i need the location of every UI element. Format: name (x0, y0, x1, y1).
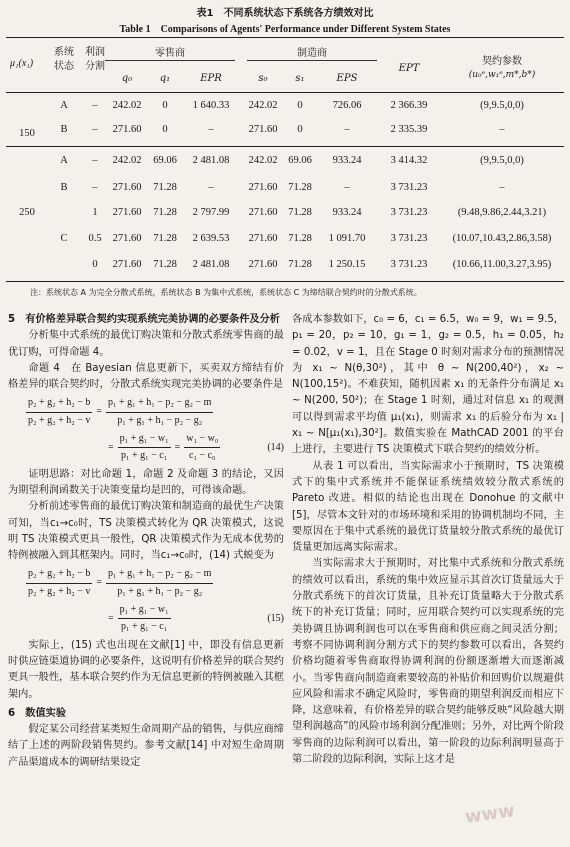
table-top-rule (6, 37, 564, 38)
cell-contract: (10.66,11.00,3.27,3.95) (452, 259, 552, 270)
para-proof: 证明思路：对比命题 1，命题 2 及命题 3 的结论，又因为期望利润函数关于决策变量均是凹的，可得该命题。 (8, 468, 284, 496)
cell-contract: (9,9.5,0,0) (480, 100, 524, 111)
eq15-frac-a: $\frac{\text{p₂ + g₂ + h₂ − b}}{\text{p₂ + g₂ + h₂ − v}}$ (28, 568, 91, 597)
header-profit-split: 利润 分割 (85, 47, 105, 72)
cell-split: – (92, 182, 98, 193)
cell-q0: 271.60 (112, 207, 142, 218)
section-5-title: 5 有价格差异联合契约实现系统完美协调的必要条件及分析 (8, 314, 280, 325)
cell-s1: 69.06 (288, 155, 312, 166)
cell-s1: 71.28 (288, 259, 312, 270)
cell-ept: 3 731.23 (390, 233, 428, 244)
cell-contract: (9.48,9.86,2.44,3.21) (457, 207, 547, 218)
cell-s1: 0 (297, 124, 303, 135)
eq14-frac-d: $\frac{\text{w₁ − w₀}}{\text{c₁ − c₀}}$ (186, 433, 219, 462)
section-6-title: 6 数值实验 (8, 707, 67, 719)
cell-q0: 271.60 (112, 259, 142, 270)
cell-s1: 71.28 (288, 207, 312, 218)
para-5-1: 分析集中式系统的最优订购决策和分散式系统零售商的最优订购，可得命题 4。 (8, 330, 284, 358)
para-prop4: 命题 4 在 Bayesian 信息更新下，买卖双方缔结有价格差异的联合契约时，分散式系统实现完美协调的必要条件是 (8, 362, 284, 391)
header-ept: EPT (398, 63, 420, 74)
cell-q0: 271.60 (112, 182, 142, 193)
cell-ept: 2 366.39 (390, 100, 428, 111)
cell-s0: 271.60 (248, 124, 278, 135)
cell-q0: 271.60 (112, 124, 142, 135)
cell-q0: 242.02 (112, 100, 142, 111)
cell-state: A (60, 155, 68, 166)
cell-s0: 242.02 (248, 100, 278, 111)
header-contract: 契约参数 (482, 56, 522, 67)
cell-s1: 71.28 (288, 233, 312, 244)
eq15-frac-b: $\frac{\text{p₁ + g₁ + h₁ − p₂ − g₂ − m}}{\text{p₁ + g₁ + h₁ − p₂ − g₂}}$ (108, 568, 212, 597)
cell-ept: 3 414.32 (390, 155, 428, 166)
header-q1: q₁ (159, 73, 171, 84)
header-manufacturer: 制造商 (297, 48, 327, 59)
retailer-group-rule (105, 60, 235, 61)
cell-q0: 242.02 (112, 155, 142, 166)
cell-state: B (60, 182, 68, 193)
cell-q1: 0 (162, 124, 168, 135)
eq14-frac-a: $\frac{\text{p₂ + g₂ + h₂ − b}}{\text{p₂ + g₂ + h₂ − v}}$ (28, 397, 91, 426)
header-mu: μ₁(x₁) (10, 58, 34, 69)
cell-split: – (92, 124, 98, 135)
eq14-frac-c: $\frac{\text{p₁ + g₁ − w₁}}{\text{p₁ + g₁ − c₁}}$ (119, 433, 169, 462)
para-low-demand: 从表 1 可以看出，当实际需求小于预期时，TS 决策模式下的集中式系统并不能保证系统绩效较分散式系统的 Pareto 改进。相似的结论也出现在 Donohue 的文献中[5]，尽管本文针对的市场环境和采用的协调机制均不同，主要原因在于集中式系统的最优订货量较分散式系统的最优订货量更加远离实际需求。 (292, 460, 564, 554)
cell-epr: 2 797.99 (192, 207, 230, 218)
header-q0: q₀ (121, 73, 133, 84)
equation-14: $\frac{\text{p₂ + g₂ + h₂ − b}}{\text{p₂ + g₂ + h₂ − v}}$ = $\frac{\text{p₁ + g₁ + h₁ − p₂ − g₂ − m}}{\text{p₁ + g₁ + h₁ − p₂ − g₂}}$ = $\frac{\text{p₁ + g₁ − w₁}}{\text{p₁ + g₁ − c₁}}$ = $\frac{\text{w₁ − w₀}}{\text{c₁ − c₀}}$ (14) (8, 395, 284, 464)
cell-split: – (92, 155, 98, 166)
para-high-demand: 当实际需求大于预期时，对比集中式系统和分散式系统的绩效可以看出，系统的集中效应显示其首次订货量远大于分散式系统下的首次订货量，且补充订货量略大于分散式系统下的补充订货量；同时，应用联合契约可以实现系统的完美协调且协调利润也可以在零售商和供应商之间灵活分割；考察不同协调利润分割方式下的契约参数可以看出，各契约价格均随着零售商取得协调利润的份额逐渐增大而逐渐减小。当零售商向制造商索要较高的补贴价和回购价以规避供应风险和需求不确定风险时，零售商的期望利润反而相应下降，这意味着，有价格差异的联合契约能够反映“风险越大期望利润越高”的风险市场利润分配准则；另外，对比两个阶段零售商的边际利润可以看出，第一阶段的边际利润明显高于第二阶段的边际利润，实际上这才是 (292, 558, 564, 766)
cell-eps: 933.24 (332, 207, 362, 218)
eq14-frac-b: $\frac{\text{p₁ + g₁ + h₁ − p₂ − g₂ − m}}{\text{p₁ + g₁ + h₁ − p₂ − g₂}}$ (108, 397, 212, 426)
right-column (292, 312, 564, 768)
header-epr: EPR (200, 73, 222, 84)
cell-q1: 71.28 (153, 233, 177, 244)
header-retailer: 零售商 (155, 48, 185, 59)
table-title-en: Table 1 Comparisons of Agents' Performance under Different System States (119, 24, 451, 35)
cell-epr: – (208, 124, 214, 135)
cell-eps: 1 091.70 (328, 233, 366, 244)
table-header-rule (6, 92, 564, 93)
para-params: 各成本参数如下，c₀ = 6，c₁ = 6.5，w₀ = 9，w₁ = 9.5，p₁ = 20，p₂ = 10，g₁ = 1，g₂ = 0.5，h₁ = 0.05，h₂ = 0.02，v = 1，且在 Stage 0 时刻对需求分布的预测情况为 x₁ ~ N(θ,30²)，其中 θ ~ N(200,40²)，x₂ ~ N(100,15²)。不难获知，随机因素 x₁ 的无条件分布满足 x₁ ~ N(200, 50²)；在 Stage 1 时刻，通过对信息 x₁ 的观测可以得到需求平均值 μ₁(x₁)，则需求 x₁ 的后验分布为 x₁ | x₁ ~ N[μ₁(x₁),30²]。数值实验在 MathCAD 2001 的平台上进行，主要进行 TS 决策模式下联合契约的绩效分析。 (292, 314, 564, 456)
cell-epr: 1 640.33 (192, 100, 230, 111)
header-s1: s₁ (295, 73, 305, 84)
header-state: 系统 状态 (54, 47, 74, 72)
cell-state: B (60, 124, 68, 135)
cell-ept: 3 731.23 (390, 182, 428, 193)
cell-q1: 69.06 (153, 155, 177, 166)
cell-state: C (60, 233, 68, 244)
cell-mu: 250 (19, 207, 35, 218)
cell-q1: 71.28 (153, 182, 177, 193)
cell-s0: 271.60 (248, 259, 278, 270)
watermark: www (463, 800, 517, 828)
cell-ept: 3 731.23 (390, 259, 428, 270)
cell-s0: 242.02 (248, 155, 278, 166)
cell-contract: (10.07,10.43,2.86,3.58) (452, 233, 552, 244)
cell-q1: 0 (162, 100, 168, 111)
eq15-frac-c: $\frac{\text{p₁ + g₁ − w₁}}{\text{p₁ + g₁ − c₁}}$ (119, 604, 169, 633)
cell-eps: 933.24 (332, 155, 362, 166)
cell-ept: 2 335.39 (390, 124, 428, 135)
cell-split: 0.5 (88, 233, 102, 244)
cell-contract: (9,9.5,0,0) (480, 155, 524, 166)
cell-eps: 1 250.15 (328, 259, 366, 270)
para-6-1: 假定某公司经营某类短生命周期产品的销售，与供应商缔结了上述的两阶段销售契约。参考文献[14] 中对短生命周期产品渠道成本的调研结果设定 (8, 724, 284, 768)
cell-epr: – (208, 182, 214, 193)
cell-split: 1 (92, 207, 98, 218)
left-column (8, 312, 284, 771)
cell-s0: 271.60 (248, 182, 278, 193)
cell-s0: 271.60 (248, 207, 278, 218)
cell-mu: 150 (19, 128, 35, 139)
cell-q1: 71.28 (153, 207, 177, 218)
table-title-cn: 表1 不同系统状态下系统各方绩效对比 (196, 8, 374, 19)
cell-q0: 271.60 (112, 233, 142, 244)
cell-eps: – (344, 182, 350, 193)
cell-contract: – (499, 124, 505, 135)
header-eps: EPS (336, 73, 358, 84)
cell-q1: 71.28 (153, 259, 177, 270)
table-mid-rule (6, 146, 564, 147)
para-literature: 实际上，(15) 式也出现在文献[1] 中，即没有信息更新时供应链渠道协调的必要条件，这说明有价格差异的联合契约更具一般性，基本联合契约作为无信息更新的特例被融入其框架内。 (8, 639, 284, 700)
cell-s1: 71.28 (288, 182, 312, 193)
table-note: 注：系统状态 A 为完全分散式系统，系统状态 B 为集中式系统，系统状态 C 为缔结联合契约时的分散式系统。 (30, 288, 422, 297)
cell-s0: 271.60 (248, 233, 278, 244)
cell-ept: 3 731.23 (390, 207, 428, 218)
cell-epr: 2 639.53 (192, 233, 230, 244)
equation-15: $\frac{\text{p₂ + g₂ + h₂ − b}}{\text{p₂ + g₂ + h₂ − v}}$ = $\frac{\text{p₁ + g₁ + h₁ − p₂ − g₂ − m}}{\text{p₁ + g₁ + h₁ − p₂ − g₂}}$ = $\frac{\text{p₁ + g₁ − w₁}}{\text{p₁ + g₁ − c₁}}$ (15) (8, 566, 284, 635)
cell-eps: 726.06 (332, 100, 362, 111)
cell-split: 0 (92, 259, 98, 270)
header-contract-sub: (u₀ᵉ,w₁ᵉ,m*,b*) (468, 70, 536, 80)
cell-split: – (92, 100, 98, 111)
manufacturer-group-rule (247, 60, 377, 61)
cell-epr: 2 481.08 (192, 259, 230, 270)
cell-contract: – (499, 182, 505, 193)
cell-s1: 0 (297, 100, 303, 111)
cell-eps: – (344, 124, 350, 135)
para-analysis: 分析前述零售商的最优订购决策和制造商的最优生产决策可知，当c₁→c₀时，TS 决策模式转化为 QR 决策模式，这说明 TS 决策模式更具一般性，QR 决策模式作为无成本优势的特例被融入到其框架内。同时，当c₁→c₀时，(14) 式蜕变为 (8, 501, 284, 562)
eq14-number: (14) (267, 441, 284, 453)
eq15-number: (15) (267, 612, 284, 624)
table-bottom-rule (6, 281, 564, 282)
header-s0: s₀ (258, 73, 268, 84)
cell-epr: 2 481.08 (192, 155, 230, 166)
cell-state: A (60, 100, 68, 111)
